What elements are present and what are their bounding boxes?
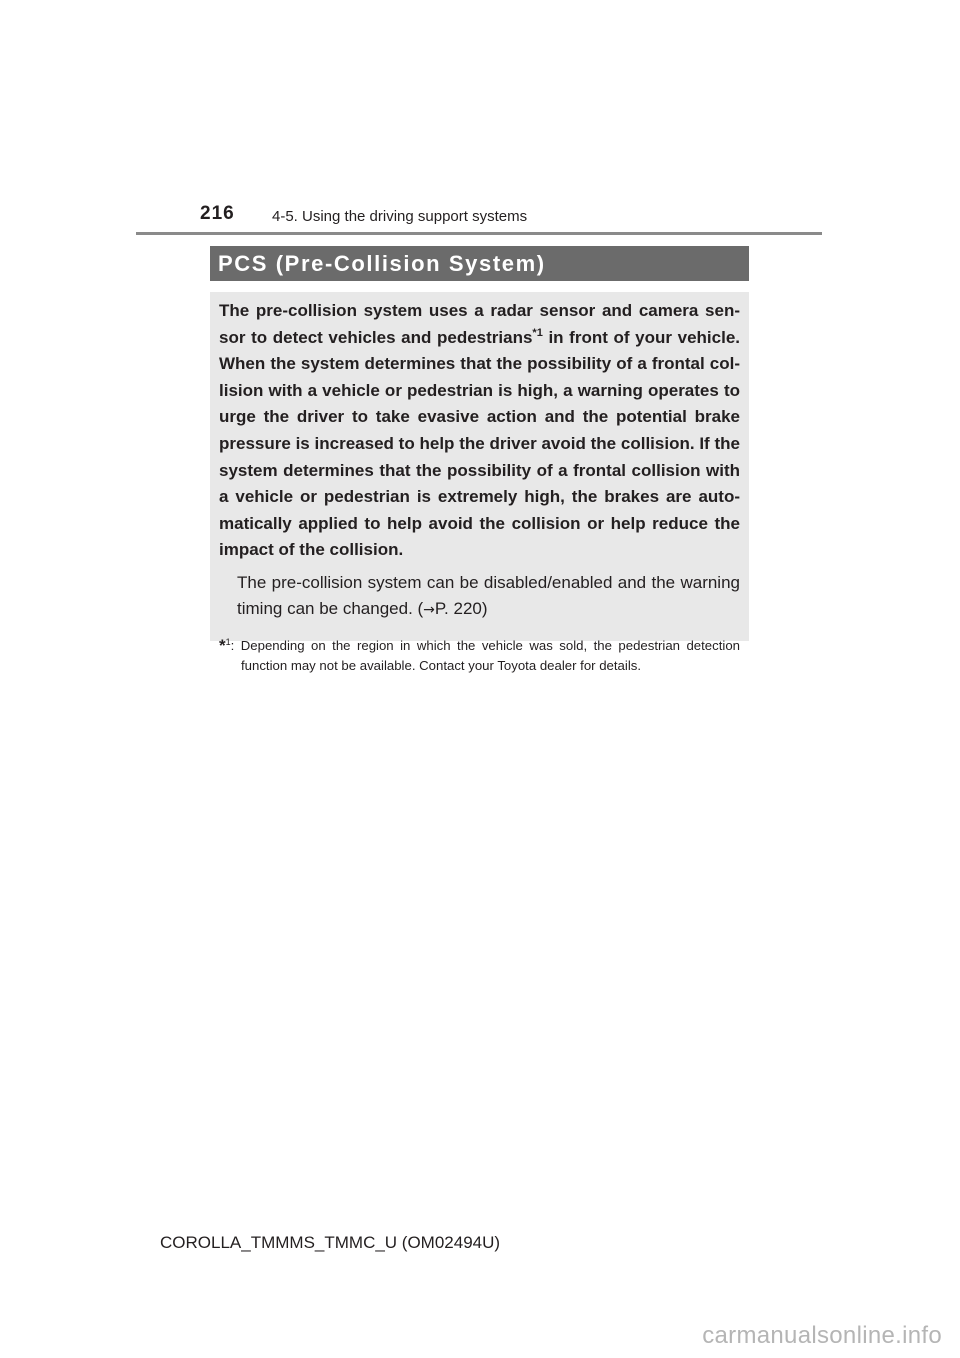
- section-breadcrumb: 4-5. Using the driving support systems: [272, 208, 528, 225]
- note-close: ): [481, 598, 488, 618]
- arrow-right-icon: →: [423, 601, 435, 618]
- header-divider: [136, 232, 822, 235]
- watermark: carmanualsonline.info: [702, 1322, 942, 1349]
- intro-text-part1: The pre-collision system uses a radar sensor and camera sen-sor to detect vehicles and pedestrians: [219, 301, 740, 347]
- page-reference-link[interactable]: P. 220: [434, 598, 482, 618]
- section-title-bar: [210, 246, 749, 281]
- document-code: COROLLA_TMMMS_TMMC_U (OM02494U): [160, 1233, 501, 1252]
- section-title: PCS (Pre-Collision System): [218, 251, 546, 276]
- intro-text-part2: in front of your vehicle. When the system determines that the possibility of a frontal col-lision with a vehicle or pedestrian is high, a warning operates to urge the driver to take evasive action and the potential brake pressure is increased to help the driver avoid the collision. If the system determines that the possibility of a frontal collision with a vehicle or pedestrian is extremely high, the brakes are auto-matically applied to help avoid the collision or help reduce the impact of the collision.: [219, 327, 740, 560]
- footnote-reference: *1: [532, 326, 543, 339]
- note-paragraph: [237, 570, 740, 623]
- intro-paragraph: [219, 298, 740, 564]
- footnote-star: *: [219, 635, 226, 655]
- note-text: The pre-collision system can be disabled/enabled and the warning timing can be changed. (: [237, 572, 740, 618]
- intro-box: [210, 292, 749, 673]
- footnote-text: : Depending on the region in which the vehicle was sold, the pedestrian detection function may not be available. Contact your Toyota dealer for details.: [230, 637, 740, 673]
- footnote-number: 1: [225, 636, 231, 647]
- page-number: 216: [200, 203, 235, 224]
- footnote-marker: [219, 636, 231, 655]
- footnote: [219, 633, 740, 675]
